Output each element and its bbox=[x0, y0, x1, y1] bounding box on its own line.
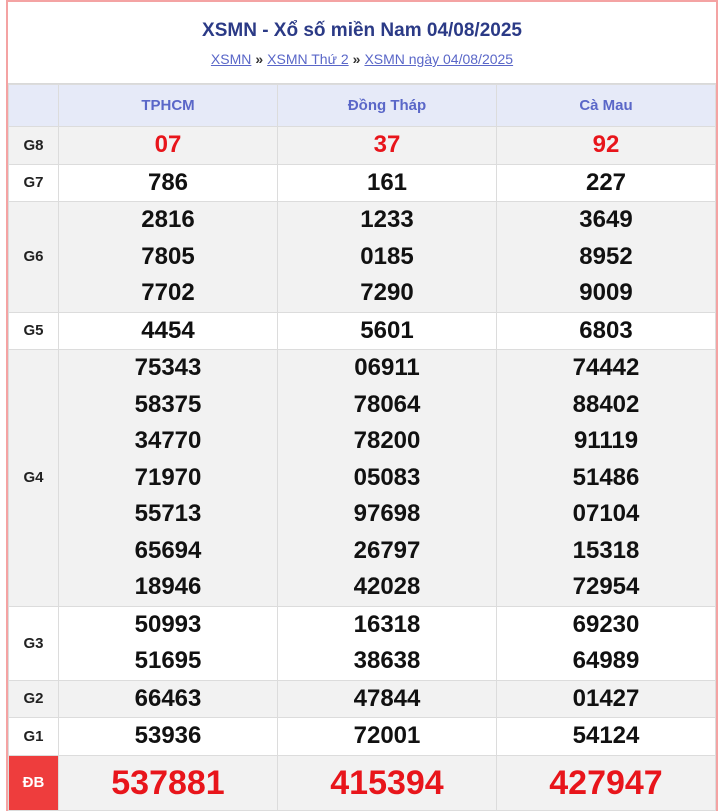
prize-cell bbox=[497, 164, 716, 202]
province-header: Đồng Tháp bbox=[278, 85, 497, 127]
prize-number: 74442 bbox=[572, 354, 640, 381]
prize-number: 427947 bbox=[549, 763, 663, 802]
breadcrumb-separator: » bbox=[255, 51, 264, 67]
prize-cell bbox=[59, 164, 278, 202]
prize-row bbox=[9, 680, 716, 718]
prize-cell bbox=[497, 680, 716, 718]
prize-number: 72001 bbox=[353, 722, 421, 749]
province-header: TPHCM bbox=[59, 85, 278, 127]
prize-number: 2816 bbox=[141, 206, 195, 233]
prize-number: 53936 bbox=[134, 722, 202, 749]
prize-number: 3649 bbox=[579, 206, 633, 233]
prize-number: 18946 bbox=[134, 573, 202, 600]
province-header: Cà Mau bbox=[497, 85, 716, 127]
prize-number: 55713 bbox=[134, 500, 202, 527]
prize-cell bbox=[278, 350, 497, 607]
prize-cell bbox=[497, 755, 716, 810]
prize-cell bbox=[278, 606, 497, 680]
prize-number: 9009 bbox=[579, 279, 633, 306]
prize-number: 06911 bbox=[354, 354, 420, 381]
results-panel bbox=[6, 0, 718, 811]
prize-cell bbox=[497, 312, 716, 350]
prize-label: G8 bbox=[9, 127, 59, 165]
prize-number: 91119 bbox=[573, 427, 639, 454]
prize-number: 65694 bbox=[134, 536, 202, 564]
prize-cell bbox=[497, 350, 716, 607]
prize-number: 161 bbox=[366, 168, 408, 196]
prize-number: 16318 bbox=[353, 610, 421, 638]
results-table bbox=[8, 84, 716, 811]
prize-cell bbox=[59, 680, 278, 718]
prize-label: G7 bbox=[9, 164, 59, 202]
prize-number: 72954 bbox=[572, 573, 640, 600]
prize-number: 15318 bbox=[572, 536, 640, 564]
prize-number: 42028 bbox=[353, 573, 421, 600]
prize-number: 4454 bbox=[141, 316, 195, 344]
prize-number: 37 bbox=[373, 131, 401, 158]
prize-row bbox=[9, 755, 716, 810]
prize-number: 01427 bbox=[572, 684, 640, 712]
prize-label: G5 bbox=[9, 312, 59, 350]
prize-number: 51695 bbox=[134, 647, 202, 674]
prize-number: 78200 bbox=[353, 427, 421, 454]
prize-number: 8952 bbox=[579, 242, 633, 270]
prize-number: 537881 bbox=[111, 763, 225, 802]
prize-number: 47844 bbox=[353, 684, 421, 712]
prize-number: 97698 bbox=[353, 500, 421, 527]
prize-number: 26797 bbox=[353, 536, 421, 564]
prize-number: 7805 bbox=[141, 242, 195, 270]
prize-row bbox=[9, 350, 716, 607]
breadcrumb-xsmn-date[interactable]: XSMN ngày 04/08/2025 bbox=[364, 51, 514, 67]
prize-row bbox=[9, 164, 716, 202]
prize-cell bbox=[278, 164, 497, 202]
prize-number: 227 bbox=[585, 168, 627, 196]
breadcrumb-separator: » bbox=[352, 51, 361, 67]
prize-number: 92 bbox=[592, 131, 620, 158]
prize-number: 50993 bbox=[134, 610, 202, 638]
prize-label: G4 bbox=[9, 350, 59, 607]
prize-cell bbox=[278, 755, 497, 810]
prize-number: 38638 bbox=[353, 647, 421, 674]
prize-cell bbox=[497, 202, 716, 313]
prize-number: 69230 bbox=[572, 610, 640, 638]
prize-number: 786 bbox=[147, 168, 189, 196]
prize-cell bbox=[497, 127, 716, 165]
prize-row bbox=[9, 127, 716, 165]
prize-cell bbox=[278, 680, 497, 718]
breadcrumb-xsmn[interactable]: XSMN bbox=[210, 51, 252, 67]
prize-label: ĐB bbox=[9, 755, 59, 810]
prize-row bbox=[9, 202, 716, 313]
prize-cell bbox=[59, 350, 278, 607]
prize-cell bbox=[59, 718, 278, 756]
prize-cell bbox=[278, 202, 497, 313]
prize-cell bbox=[59, 606, 278, 680]
prize-number: 75343 bbox=[134, 354, 202, 381]
header-corner bbox=[9, 85, 59, 127]
prize-label: G6 bbox=[9, 202, 59, 313]
prize-number: 71970 bbox=[134, 463, 202, 491]
prize-row bbox=[9, 606, 716, 680]
prize-number: 34770 bbox=[134, 427, 202, 454]
prize-number: 7702 bbox=[141, 279, 195, 306]
prize-cell bbox=[497, 606, 716, 680]
province-header-row bbox=[9, 85, 716, 127]
prize-cell bbox=[59, 127, 278, 165]
prize-number: 0185 bbox=[360, 242, 414, 270]
prize-label: G1 bbox=[9, 718, 59, 756]
prize-cell bbox=[59, 312, 278, 350]
results-header bbox=[8, 2, 716, 84]
prize-cell bbox=[278, 718, 497, 756]
prize-cell bbox=[59, 755, 278, 810]
prize-label: G3 bbox=[9, 606, 59, 680]
prize-number: 66463 bbox=[134, 684, 202, 712]
prize-number: 5601 bbox=[360, 316, 414, 344]
prize-number: 78064 bbox=[353, 390, 421, 418]
prize-number: 88402 bbox=[572, 390, 640, 418]
prize-cell bbox=[497, 718, 716, 756]
prize-number: 6803 bbox=[579, 316, 633, 344]
prize-number: 51486 bbox=[572, 463, 640, 491]
prize-number: 7290 bbox=[360, 279, 414, 306]
prize-row bbox=[9, 312, 716, 350]
breadcrumb-xsmn-thu2[interactable]: XSMN Thứ 2 bbox=[267, 51, 349, 67]
prize-row bbox=[9, 718, 716, 756]
prize-number: 64989 bbox=[572, 647, 640, 674]
prize-number: 1233 bbox=[360, 206, 414, 233]
prize-cell bbox=[59, 202, 278, 313]
prize-number: 54124 bbox=[572, 722, 640, 749]
page-title: XSMN - Xổ số miền Nam 04/08/2025 bbox=[202, 20, 522, 41]
prize-number: 07 bbox=[154, 131, 182, 158]
prize-number: 58375 bbox=[134, 390, 202, 418]
prize-cell bbox=[278, 312, 497, 350]
breadcrumb bbox=[8, 51, 716, 67]
prize-cell bbox=[278, 127, 497, 165]
prize-number: 05083 bbox=[353, 463, 421, 491]
prize-number: 07104 bbox=[572, 500, 640, 527]
prize-number: 415394 bbox=[330, 763, 444, 802]
prize-label: G2 bbox=[9, 680, 59, 718]
